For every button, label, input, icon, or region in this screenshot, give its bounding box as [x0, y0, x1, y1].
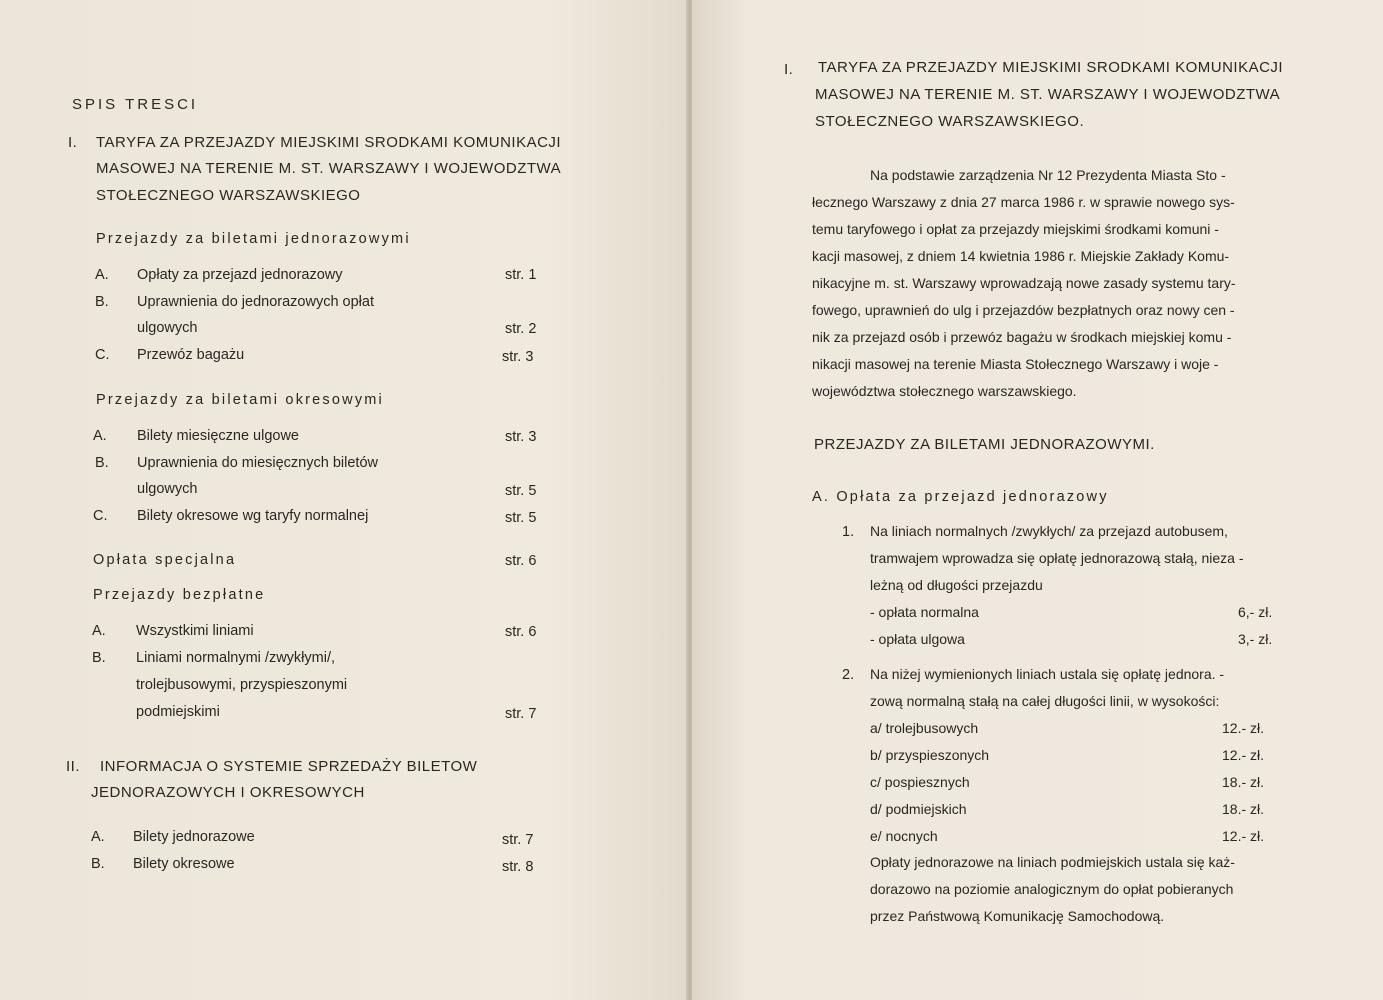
toc-item-text: Uprawnienia do jednorazowych opłat	[137, 294, 374, 310]
toc-item-text: Wszystkimi liniami	[136, 623, 254, 639]
toc-item-page: str. 1	[505, 267, 537, 283]
toc-item-text: Liniami normalnymi /zwykłymi/,	[136, 650, 336, 666]
fare-price: 12.- zł.	[1222, 828, 1265, 844]
section-a-heading: A. Opłata za przejazd jednorazowy	[812, 489, 1109, 505]
paragraph-line: temu taryfowego i opłat za przejazdy miejskimi środkami komuni -	[812, 221, 1219, 237]
section-title-line2: MASOWEJ NA TERENIE M. ST. WARSZAWY I WOJEWODZTWA	[815, 86, 1281, 103]
fare-price: 12.- zł.	[1222, 747, 1265, 763]
toc-item-text: Przewóz bagażu	[137, 347, 245, 363]
toc-item-letter: B.	[91, 856, 105, 872]
toc-item-page: str. 3	[505, 429, 537, 445]
toc-item-letter: A.	[91, 829, 105, 845]
point-line: Na liniach normalnych /zwykłych/ za przejazd autobusem,	[870, 523, 1228, 539]
section1-title-line1: TARYFA ZA PRZEJAZDY MIEJSKIMI SRODKAMI KOMUNIKACJI	[96, 134, 562, 151]
section1-title-line3: STOŁECZNEGO WARSZAWSKIEGO	[96, 187, 361, 204]
point-number: 1.	[842, 524, 855, 540]
paragraph-line: fowego, uprawnień do ulg i przejazdów bezpłatnych oraz nowy cen -	[812, 302, 1235, 318]
toc-item-page: str. 3	[502, 349, 534, 365]
toc-item-text: Opłaty za przejazd jednorazowy	[137, 267, 343, 283]
toc-item-letter: C.	[93, 508, 108, 524]
toc-item-letter: A.	[93, 428, 107, 444]
toc-item-text-cont: trolejbusowymi, przyspieszonymi	[136, 677, 348, 693]
paragraph-line: łecznego Warszawy z dnia 27 marca 1986 r. w sprawie nowego sys-	[812, 194, 1235, 210]
note-line: Opłaty jednorazowe na liniach podmiejskich ustala się każ-	[870, 854, 1235, 870]
section1-title-line2: MASOWEJ NA TERENIE M. ST. WARSZAWY I WOJEWODZTWA	[96, 160, 562, 177]
toc-group-heading: Przejazdy za biletami okresowymi	[96, 392, 384, 408]
toc-item-page: str. 2	[505, 321, 537, 337]
toc-item-page: str. 6	[505, 624, 537, 640]
toc-item-page: str. 7	[502, 832, 534, 848]
section2-title-line2: JEDNORAZOWYCH I OKRESOWYCH	[91, 784, 365, 801]
paragraph-line: kacji masowej, z dniem 14 kwietnia 1986 r. Miejskie Zakłady Komu-	[812, 248, 1230, 264]
paragraph-line: województwa stołecznego warszawskiego.	[812, 383, 1077, 399]
toc-item-text: Bilety jednorazowe	[133, 829, 255, 845]
fare-price: 6,- zł.	[1238, 604, 1273, 620]
fare-price: 18.- zł.	[1222, 801, 1265, 817]
toc-item-letter: A.	[92, 623, 106, 639]
paragraph-line: nik za przejazd osób i przewóz bagażu w środkach miejskiej komu -	[812, 329, 1232, 345]
toc-item-page: str. 5	[505, 483, 537, 499]
right-page	[692, 0, 1383, 1000]
fare-label: c/ pospiesznych	[870, 774, 970, 790]
toc-item-text: Bilety miesięczne ulgowe	[137, 428, 299, 444]
fare-label: - opłata ulgowa	[870, 631, 965, 647]
fare-label: b/ przyspieszonych	[870, 747, 990, 763]
section2-title-line1: INFORMACJA O SYSTEMIE SPRZEDAŻY BILETOW	[100, 758, 478, 775]
toc-item-text: Bilety okresowe	[133, 856, 235, 872]
toc-item-text-cont: ulgowych	[137, 481, 198, 497]
paragraph-line: Na podstawie zarządzenia Nr 12 Prezydenta Miasta Sto -	[870, 167, 1226, 183]
fare-label: e/ nocnych	[870, 828, 938, 844]
point-line: Na niżej wymienionych liniach ustala się opłatę jednora. -	[870, 666, 1225, 682]
fare-price: 3,- zł.	[1238, 631, 1273, 647]
toc-group-heading: Przejazdy za biletami jednorazowymi	[96, 231, 411, 247]
toc-item-letter: B.	[95, 294, 109, 310]
section-title-line3: STOŁECZNEGO WARSZAWSKIEGO.	[815, 113, 1085, 130]
left-page	[0, 0, 688, 1000]
paragraph-line: nikacji masowej na terenie Miasta Stołecznego Warszawy i woje -	[812, 356, 1219, 372]
toc-group-heading: Przejazdy bezpłatne	[93, 587, 266, 603]
point-line: leżną od długości przejazdu	[870, 577, 1043, 593]
toc-special-heading: Opłata specjalna	[93, 552, 237, 568]
section-title-line1: TARYFA ZA PRZEJAZDY MIEJSKIMI SRODKAMI KOMUNIKACJI	[818, 59, 1284, 76]
paragraph-line: nikacyjne m. st. Warszawy wprowadzają nowe zasady systemu tary-	[812, 275, 1236, 291]
toc-item-text-cont: ulgowych	[137, 320, 198, 336]
fare-price: 18.- zł.	[1222, 774, 1265, 790]
toc-item-page: str. 8	[502, 859, 534, 875]
toc-item-page: str. 7	[505, 706, 537, 722]
toc-item-letter: C.	[95, 347, 110, 363]
toc-title: SPIS TRESCI	[72, 96, 199, 113]
toc-item-letter: B.	[95, 455, 109, 471]
toc-item-letter: A.	[95, 267, 109, 283]
note-line: dorazowo na poziomie analogicznym do opłat pobieranych	[870, 881, 1234, 897]
point-line: zową normalną stałą na całej długości linii, w wysokości:	[870, 693, 1220, 709]
toc-item-page: str. 5	[505, 510, 537, 526]
subheading: PRZEJAZDY ZA BILETAMI JEDNORAZOWYMI.	[814, 436, 1155, 453]
toc-item-text-cont: podmiejskimi	[136, 704, 220, 720]
fare-label: - opłata normalna	[870, 604, 979, 620]
section1-numeral: I.	[68, 134, 78, 151]
toc-item-page: str. 6	[505, 553, 537, 569]
toc-item-letter: B.	[92, 650, 106, 666]
point-number: 2.	[842, 667, 855, 683]
section-numeral: I.	[784, 61, 794, 78]
point-line: tramwajem wprowadza się opłatę jednorazową stałą, nieza -	[870, 550, 1244, 566]
fare-price: 12.- zł.	[1222, 720, 1265, 736]
section2-numeral: II.	[66, 758, 81, 775]
toc-item-text: Bilety okresowe wg taryfy normalnej	[137, 508, 369, 524]
note-line: przez Państwową Komunikację Samochodową.	[870, 908, 1165, 924]
fare-label: a/ trolejbusowych	[870, 720, 979, 736]
toc-item-text: Uprawnienia do miesięcznych biletów	[137, 455, 378, 471]
fare-label: d/ podmiejskich	[870, 801, 967, 817]
